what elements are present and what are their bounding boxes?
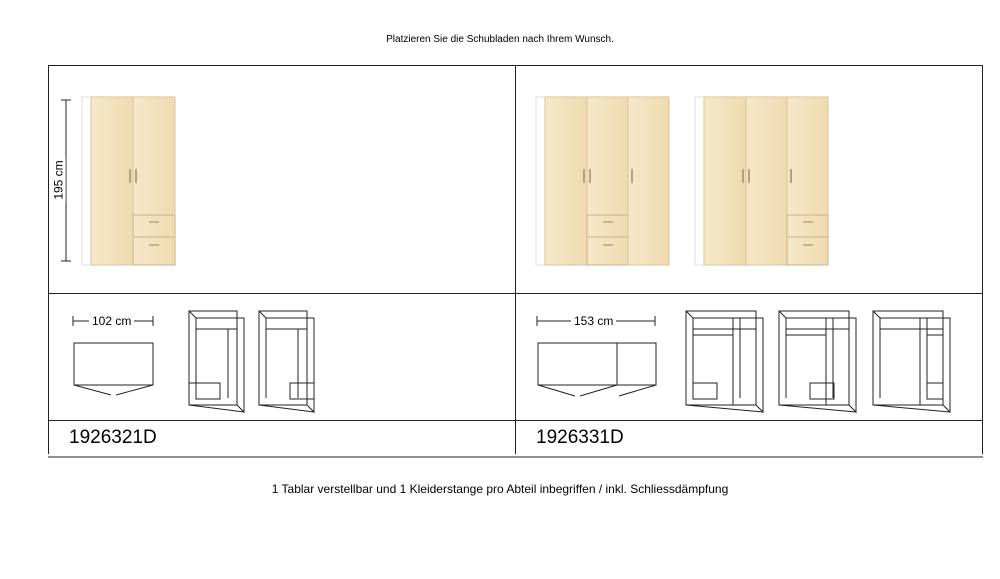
width-label-right: 153 cm (571, 314, 616, 328)
table-grid (48, 65, 983, 458)
interior-layout-d (779, 311, 856, 412)
instruction-text: Platzieren Sie die Schubladen nach Ihrem Wunsch. (386, 34, 614, 45)
footer-note: 1 Tablar verstellbar und 1 Kleiderstange pro Abteil inbegriffen / inkl. Schliessdämpfung (271, 482, 729, 496)
product-table (48, 65, 983, 458)
floorplan-3door (538, 343, 656, 396)
product-code-left: 1926321D (69, 427, 157, 448)
wardrobe-2door-image (82, 97, 175, 265)
product-code-right: 1926331D (536, 427, 624, 448)
wardrobe-3door-image-b (695, 97, 828, 265)
interior-layout-a (189, 311, 244, 412)
interior-layout-e (873, 311, 950, 412)
wardrobe-3door-image-a (536, 97, 669, 265)
product-table-drawing (48, 65, 983, 458)
width-label-left: 102 cm (89, 314, 134, 328)
interior-layout-c (686, 311, 763, 412)
floorplan-2door (74, 343, 153, 395)
interior-layout-b (259, 311, 314, 412)
height-label: 195 cm (52, 157, 66, 202)
